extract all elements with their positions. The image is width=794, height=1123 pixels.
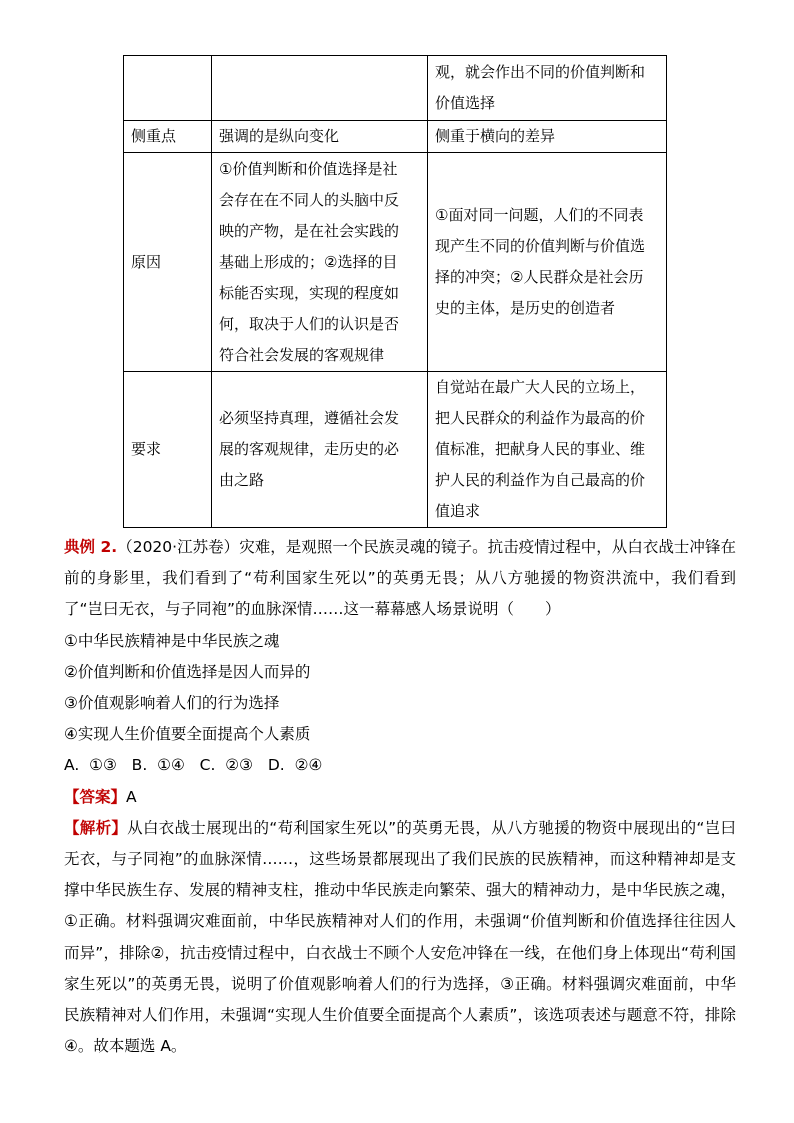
example-question	[64, 532, 736, 1062]
question-stem-text: （2020·江苏卷）灾难，是观照一个民族灵魂的镜子。抗击疫情过程中，从白衣战士冲锋在前的身影里，我们看到了“苟利国家生死以”的英勇无畏；从八方驰援的物资洪流中，我们看到了“岂曰无衣，与子同袍”的血脉深情……这一幕幕感人场景说明（ ）	[64, 538, 736, 619]
answer-value: A	[126, 787, 137, 806]
table-row	[124, 56, 667, 121]
table-cell-text: ①面对同一问题，人们的不同表 现产生不同的价值判断与价值选 择的冲突；②人民群众是社会历 史的主体，是历史的创造者	[435, 206, 646, 317]
comparison-table	[123, 55, 667, 528]
table-row	[124, 153, 667, 372]
question-stem	[64, 532, 736, 626]
analysis-label: 【解析】	[64, 818, 128, 837]
table-cell-text: 观，就会作出不同的价值判断和 价值选择	[435, 63, 646, 112]
option-item: ①中华民族精神是中华民族之魂	[64, 631, 280, 650]
table-row	[124, 121, 667, 153]
table-cell	[428, 153, 667, 372]
answer-label: 【答案】	[64, 787, 127, 806]
table-cell-text: ①价值判断和价值选择是社 会存在在不同人的头脑中反 映的产物，是在社会实践的 基础上形成的；②选择的目 标能否实现，实现的程度如 何，取决于人们的认识是否 符合社会发展的客观规律	[219, 159, 400, 364]
answer-choices: A. ①③ B. ①④ C. ②③ D. ②④	[64, 756, 323, 775]
table-cell-text: 自觉站在最广大人民的立场上， 把人民群众的利益作为最高的价 值标准，把献身人民的事业、维 护人民的利益作为自己最高的价 值追求	[435, 378, 646, 520]
table-cell-text: 强调的是纵向变化	[219, 127, 340, 145]
table-cell-text: 必须坚持真理，遵循社会发 展的客观规律，走历史的必 由之路	[219, 409, 400, 489]
option-item: ③价值观影响着人们的行为选择	[64, 694, 280, 713]
row-header-text: 原因	[131, 252, 162, 271]
table-cell	[428, 121, 667, 153]
analysis-paragraph	[64, 813, 736, 1063]
table-cell	[428, 56, 667, 121]
row-header	[124, 372, 212, 528]
row-header	[124, 153, 212, 372]
table-cell	[212, 121, 428, 153]
row-header	[124, 121, 212, 153]
analysis-text: 从白衣战士展现出的“苟利国家生死以”的英勇无畏，从八方驰援的物资中展现出的“岂曰无衣，与子同袍”的血脉深情……，这些场景都展现出了我们民族的民族精神，而这种精神却是支撑中华民族生存、发展的精神支柱，推动中华民族走向繁荣、强大的精神动力，是中华民族之魂，①正确。材料强调灾难面前，中华民族精神对人们的作用，未强调“价值判断和价值选择往往因人而异”，排除②，抗击疫情过程中，白衣战士不顾个人安危冲锋在一线，在他们身上体现出“苟利国家生死以”的英勇无畏，说明了价值观影响着人们的行为选择，③正确。材料强调灾难面前，中华民族精神对人们作用，未强调“实现人生价值要全面提高个人素质”，该选项表述与题意不符，排除④。故本题选 A。	[64, 818, 736, 1056]
table-cell	[428, 372, 667, 528]
table-row	[124, 372, 667, 528]
table-cell	[212, 56, 428, 121]
example-label: 典例 2.	[64, 538, 118, 556]
option-item: ④实现人生价值要全面提高个人素质	[64, 725, 311, 744]
table-cell	[212, 153, 428, 372]
table-cell	[124, 56, 212, 121]
row-header-text: 侧重点	[131, 127, 177, 145]
row-header-text: 要求	[131, 440, 162, 458]
table-cell-text: 侧重于横向的差异	[435, 127, 556, 145]
answer-line	[64, 782, 736, 813]
table-cell	[212, 372, 428, 528]
option-item: ②价值判断和价值选择是因人而异的	[64, 662, 311, 681]
